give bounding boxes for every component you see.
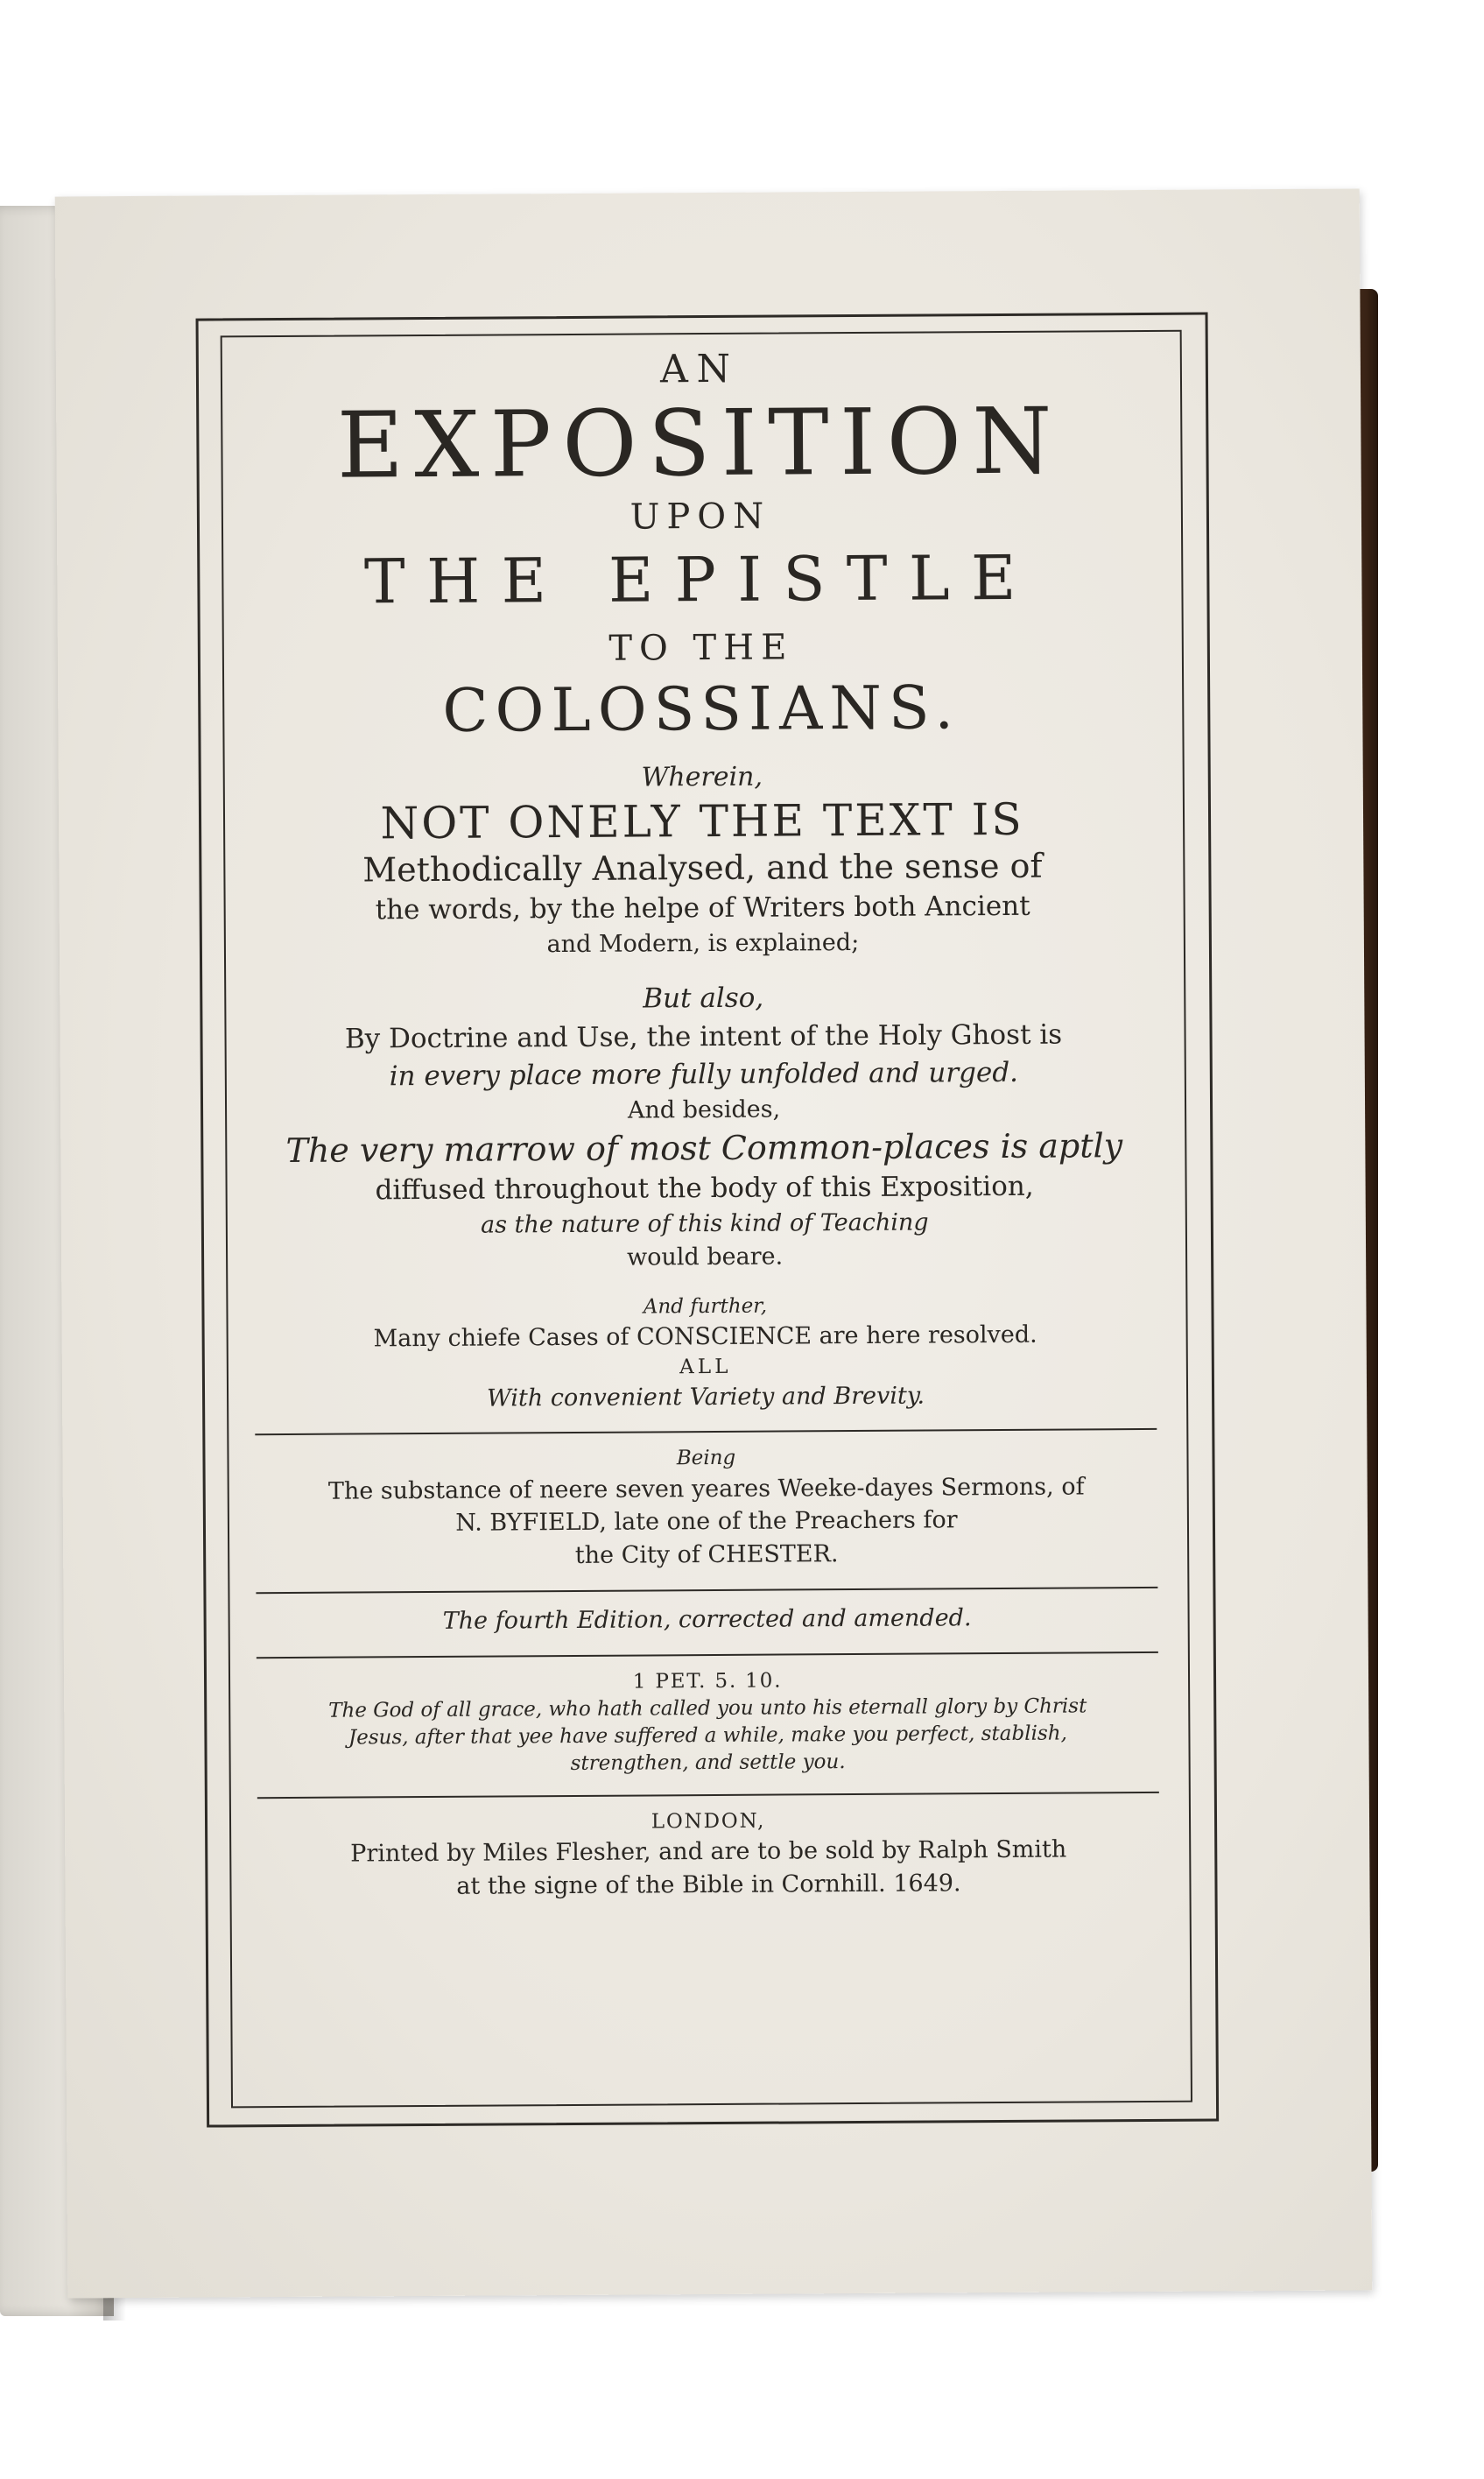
desc-line-9: would beare.	[626, 1243, 784, 1271]
epigraph-line-1: The God of all grace, who hath called you unto his eternall glory by Christ	[328, 1694, 1087, 1722]
desc-and-further: And further,	[643, 1294, 768, 1319]
auth-line-2: N. BYFIELD, late one of the Preachers for	[455, 1506, 958, 1538]
title-to-the: TO THE	[608, 627, 794, 670]
desc-line-8: as the nature of this kind of Teaching	[480, 1208, 929, 1239]
desc-wherein: Wherein,	[641, 762, 763, 793]
edition-line: The fourth Edition, corrected and amended.	[442, 1604, 972, 1635]
imprint-place: LONDON,	[651, 1809, 766, 1834]
epigraph-line-3: strengthen, and settle you.	[570, 1750, 846, 1775]
imprint-line-1: Printed by Miles Flesher, and are to be sold by Ralph Smith	[350, 1835, 1067, 1868]
desc-line-3: and Modern, is explained;	[546, 929, 860, 959]
rule-3	[257, 1651, 1158, 1659]
desc-line-5: in every place more fully unfolded and urged.	[389, 1056, 1019, 1093]
title-upon: UPON	[629, 496, 771, 538]
rule-1	[255, 1428, 1157, 1435]
imprint-line-2: at the signe of the Bible in Cornhill. 1649.	[456, 1870, 961, 1900]
desc-line-10: Many chiefe Cases of CONSCIENCE are here resolved.	[373, 1320, 1037, 1353]
epigraph-line-2: Jesus, after that yee have suffered a while, make you perfect, stablish,	[348, 1722, 1067, 1750]
title-colossians: COLOSSIANS.	[442, 673, 961, 747]
auth-being: Being	[676, 1447, 736, 1470]
rule-4	[257, 1792, 1159, 1799]
title-page-content	[231, 339, 1178, 1905]
title-the-epistle: THE EPISTLE	[363, 542, 1037, 618]
auth-line-3: the City of CHESTER.	[574, 1540, 839, 1570]
desc-line-1: Methodically Analysed, and the sense of	[362, 847, 1043, 890]
desc-all: ALL	[679, 1355, 732, 1378]
title-an: AN	[659, 346, 739, 392]
title-page	[55, 188, 1373, 2298]
desc-line-7: diffused throughout the body of this Exposition,	[375, 1170, 1034, 1207]
desc-line-2: the words, by the helpe of Writers both Ancient	[375, 890, 1030, 926]
auth-line-1: The substance of neere seven yeares Weeke-dayes Sermons, of	[327, 1472, 1085, 1505]
title-exposition: EXPOSITION	[336, 387, 1064, 499]
desc-not-onely: NOT ONELY THE TEXT IS	[380, 794, 1024, 849]
rule-2	[256, 1587, 1157, 1594]
desc-line-6: The very marrow of most Common-places is aptly	[285, 1126, 1123, 1171]
desc-and-besides: And besides,	[627, 1095, 781, 1124]
desc-line-4: By Doctrine and Use, the intent of the Holy Ghost is	[344, 1018, 1063, 1055]
desc-line-11: With convenient Variety and Brevity.	[486, 1382, 925, 1412]
desc-but-also: But also,	[643, 982, 764, 1015]
epigraph-reference: 1 PET. 5. 10.	[632, 1669, 783, 1694]
